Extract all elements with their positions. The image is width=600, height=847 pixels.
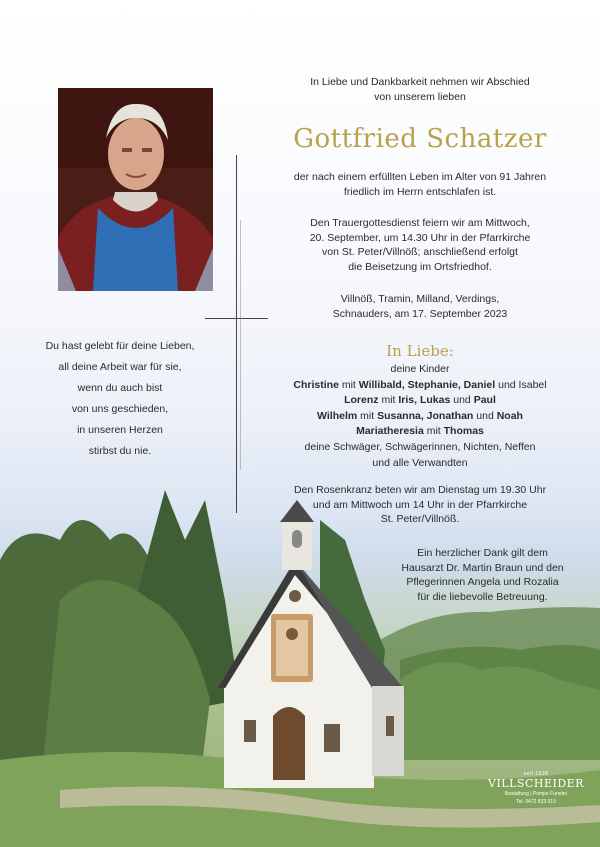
cross-vertical-line: [236, 155, 237, 513]
family-line: [262, 409, 578, 425]
thanks-text: [375, 546, 590, 604]
place-date-line: Schnauders, am 17. September 2023: [332, 307, 508, 320]
cross-shadow-line: [240, 220, 241, 470]
thanks-line: Pflegerinnen Angela und Rozalia: [406, 576, 559, 588]
connector-text: mit: [423, 425, 444, 438]
in-liebe-heading: In Liebe:: [386, 342, 454, 360]
logo-subtitle: Bestattung | Pompe Funebri: [504, 791, 568, 797]
place-date-line: Villnöß, Tramin, Milland, Verdings,: [340, 293, 500, 305]
service-line: von St. Peter/Villnöß; anschließend erfolgt: [322, 246, 518, 258]
passing-line: der nach einem erfüllten Leben im Alter von 91 Jahren: [293, 171, 547, 183]
child-name: Wilhelm: [317, 409, 358, 422]
connector-text: mit: [357, 409, 378, 422]
connector-text: und Isabel: [495, 378, 547, 391]
poem-line: Du hast gelebt für deine Lieben,: [45, 340, 195, 352]
portrait-photo: [58, 88, 213, 291]
relatives-names: Willibald, Stephanie, Daniel: [358, 378, 496, 391]
service-line: 20. September, um 14.30 Uhr in der Pfarrkirche: [309, 231, 531, 244]
relatives-names: Paul: [473, 394, 496, 407]
rosary-text: [270, 483, 570, 527]
intro-line: In Liebe und Dankbarkeit nehmen wir Abschied: [310, 76, 530, 88]
poem: [40, 336, 200, 462]
connector-text: und: [473, 409, 497, 422]
passing-text: [270, 170, 570, 199]
logo-since: seit 1928: [523, 771, 549, 777]
poem-line: wenn du auch bist: [77, 382, 163, 394]
logo-name: VILLSCHEIDER: [488, 777, 584, 790]
family-line: deine Schwäger, Schwägerinnen, Nichten, Neffen: [304, 440, 536, 453]
thanks-line: für die liebevolle Betreuung.: [417, 590, 548, 603]
child-name: Lorenz: [344, 394, 379, 407]
family-line: [262, 424, 578, 440]
logo-phone: Tel. 0472 833 019: [516, 799, 556, 805]
portrait-image: [58, 88, 213, 291]
funeral-service-text: [270, 216, 570, 274]
child-name: Christine: [293, 378, 339, 391]
rosary-line: Den Rosenkranz beten wir am Dienstag um 19.30 Uhr: [293, 484, 547, 496]
intro-text: [270, 75, 570, 104]
connector-text: mit: [338, 378, 359, 391]
service-line: Den Trauergottesdienst feiern wir am Mittwoch,: [310, 217, 530, 229]
rosary-line: und am Mittwoch um 14 Uhr in der Pfarrkirche: [312, 498, 528, 511]
poem-line: all deine Arbeit war für sie,: [58, 361, 182, 373]
relatives-names: Iris, Lukas: [398, 394, 451, 407]
family-list: [262, 362, 578, 471]
connector-text: mit: [378, 394, 399, 407]
intro-line: von unserem lieben: [374, 90, 466, 103]
family-line: [262, 393, 578, 409]
poem-line: in unseren Herzen: [77, 424, 163, 436]
service-line: die Beisetzung im Ortsfriedhof.: [348, 260, 492, 273]
thanks-line: Hausarzt Dr. Martin Braun und den: [401, 561, 564, 574]
family-line: deine Kinder: [390, 363, 450, 375]
poem-line: stirbst du nie.: [88, 445, 152, 457]
family-line: und alle Verwandten: [372, 456, 468, 469]
place-date-text: [270, 292, 570, 321]
deceased-name: Gottfried Schatzer: [293, 124, 547, 154]
relatives-names: Noah: [496, 409, 523, 422]
funeral-home-logo: [486, 770, 586, 806]
child-name: Mariatheresia: [356, 425, 424, 438]
relatives-names: Susanna, Jonathan: [377, 409, 474, 422]
rosary-line: St. Peter/Villnöß.: [380, 513, 460, 525]
poem-line: von uns geschieden,: [71, 403, 169, 415]
passing-line: friedlich im Herrn entschlafen ist.: [343, 185, 497, 198]
relatives-names: Thomas: [443, 425, 484, 438]
thanks-line: Ein herzlicher Dank gilt dem: [417, 547, 548, 559]
connector-text: und: [450, 394, 474, 407]
cross-horizontal-line: [205, 318, 268, 319]
family-line: [262, 378, 578, 394]
